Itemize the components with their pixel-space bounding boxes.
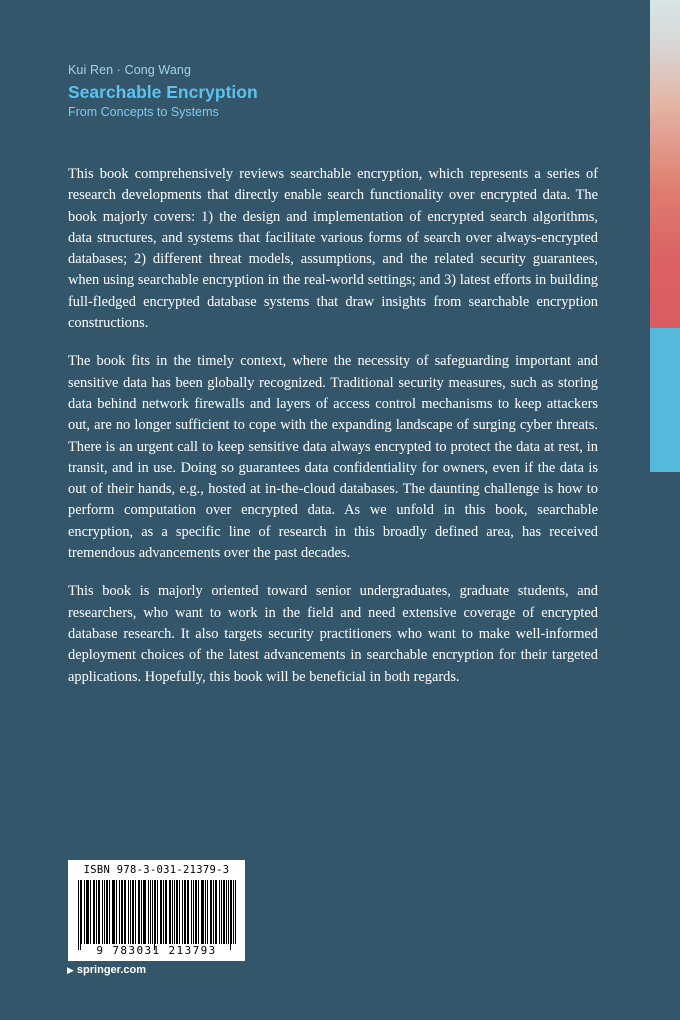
- barcode-bar: [133, 880, 134, 944]
- barcode-bar: [104, 880, 105, 944]
- barcode-bar: [203, 880, 204, 944]
- barcode-bar: [191, 880, 192, 944]
- barcode-bar: [228, 880, 229, 944]
- barcode-bars: [78, 880, 236, 944]
- isbn-barcode: [68, 860, 245, 961]
- barcode-bar: [122, 880, 123, 944]
- barcode-bar: [211, 880, 212, 944]
- barcode-bar: [205, 880, 206, 944]
- barcode-bar: [130, 880, 131, 944]
- barcode-bar: [94, 880, 95, 944]
- barcode-bar: [145, 880, 146, 944]
- barcode-digits: 9 783031 213793: [96, 944, 217, 957]
- barcode-bar: [233, 880, 234, 944]
- barcode-bar: [135, 880, 136, 944]
- barcode-bar: [102, 880, 103, 944]
- barcode-bar: [107, 880, 108, 944]
- triangle-right-icon: ▶: [67, 965, 74, 975]
- barcode-bar: [198, 880, 199, 944]
- barcode-bar: [88, 880, 89, 944]
- barcode-bar: [196, 880, 197, 944]
- barcode-bar: [157, 880, 158, 944]
- blurb-paragraph-3: This book is majorly oriented toward senior undergraduates, graduate students, and researchers, who want to work in the field and need extensive coverage of encrypted database research. It also targets security practitioners who want to make well-informed deployment choices of the latest advancements in searchable encryption for their targeted applications. Hopefully, this book will be beneficial in both regards.: [68, 583, 598, 685]
- barcode-bar: [216, 880, 217, 944]
- barcode-bar: [84, 880, 85, 944]
- barcode-bar: [188, 880, 189, 944]
- barcode-bar: [166, 880, 167, 944]
- blurb: [68, 164, 598, 705]
- barcode-bar: [163, 880, 164, 944]
- isbn-label: ISBN 978-3-031-21379-3: [83, 864, 230, 876]
- barcode-bar: [152, 880, 153, 944]
- barcode-bar: [226, 880, 227, 944]
- barcode-bar: [174, 880, 175, 944]
- blurb-paragraph-2: The book fits in the timely context, where the necessity of safeguarding important and sensitive data has been globally recognized. Traditional security measures, such as storing data behind network firewalls and layers of access control mechanisms to keep attackers out, are no longer sufficient to cope with the expanding landscape of surging cyber threats. There is an urgent call to keep sensitive data always encrypted to protect the data at rest, in transit, and in use. Doing so guarantees data confidentiality for owners, even if the data is out of their hands, e.g., hosted at in-the-cloud databases. The daunting challenge is how to perform computation over encrypted data. As we unfold in this book, searchable encryption, as a specific line of research in this broadly defined area, has received tremendous advancements over the past decades.: [68, 353, 598, 562]
- barcode-bar: [207, 880, 208, 944]
- barcode-bar: [231, 880, 232, 944]
- barcode-bar: [224, 880, 225, 944]
- barcode-bar: [235, 880, 236, 944]
- barcode-bar: [213, 880, 214, 944]
- book-title: Searchable Encryption: [68, 82, 258, 102]
- publisher-url: springer.com: [76, 964, 146, 976]
- barcode-bar: [119, 880, 120, 944]
- cover-header: [68, 62, 258, 120]
- barcode-bar: [81, 880, 82, 944]
- barcode-bar: [141, 880, 142, 944]
- barcode-bar: [116, 880, 117, 944]
- barcode-bar: [150, 880, 151, 944]
- authors: Kui Ren · Cong Wang: [68, 63, 192, 77]
- barcode-bar: [78, 880, 79, 950]
- barcode-bar: [96, 880, 97, 944]
- barcode-bar: [172, 880, 173, 944]
- barcode-bar: [219, 880, 220, 944]
- barcode-bar: [221, 880, 222, 944]
- barcode-bar: [125, 880, 126, 944]
- barcode-bar: [170, 880, 171, 944]
- barcode-bar: [193, 880, 194, 944]
- barcode-bar: [155, 880, 156, 944]
- publisher-link[interactable]: [67, 964, 146, 976]
- book-subtitle: From Concepts to Systems: [68, 105, 219, 119]
- barcode-bar: [179, 880, 180, 944]
- barcode-bar: [128, 880, 129, 944]
- barcode-bar: [139, 880, 140, 944]
- barcode-bar: [185, 880, 186, 944]
- barcode-bar: [109, 880, 110, 944]
- barcode-bar: [182, 880, 183, 944]
- barcode-bar: [90, 880, 91, 944]
- blurb-paragraph-1: This book comprehensively reviews searchable encryption, which represents a series of research developments that directly enable search functionality over encrypted data. The book majorly covers: 1) the design and implementation of encrypted search algorithms, data structures, and systems that facilitate various forms of search over always-encrypted databases; 2) different threat models, assumptions, and the related security guarantees, when using searchable encryption in the real-world settings; and 3) latest efforts in building full-fledged encrypted database systems that draw insights from searchable encryption constructions.: [68, 166, 598, 332]
- edge-color-stripe: [650, 0, 680, 472]
- barcode-bar: [177, 880, 178, 944]
- barcode-bar: [99, 880, 100, 944]
- edge-blue-band: [650, 328, 680, 472]
- barcode-bar: [114, 880, 115, 944]
- barcode-bar: [161, 880, 162, 944]
- barcode-bar: [148, 880, 149, 944]
